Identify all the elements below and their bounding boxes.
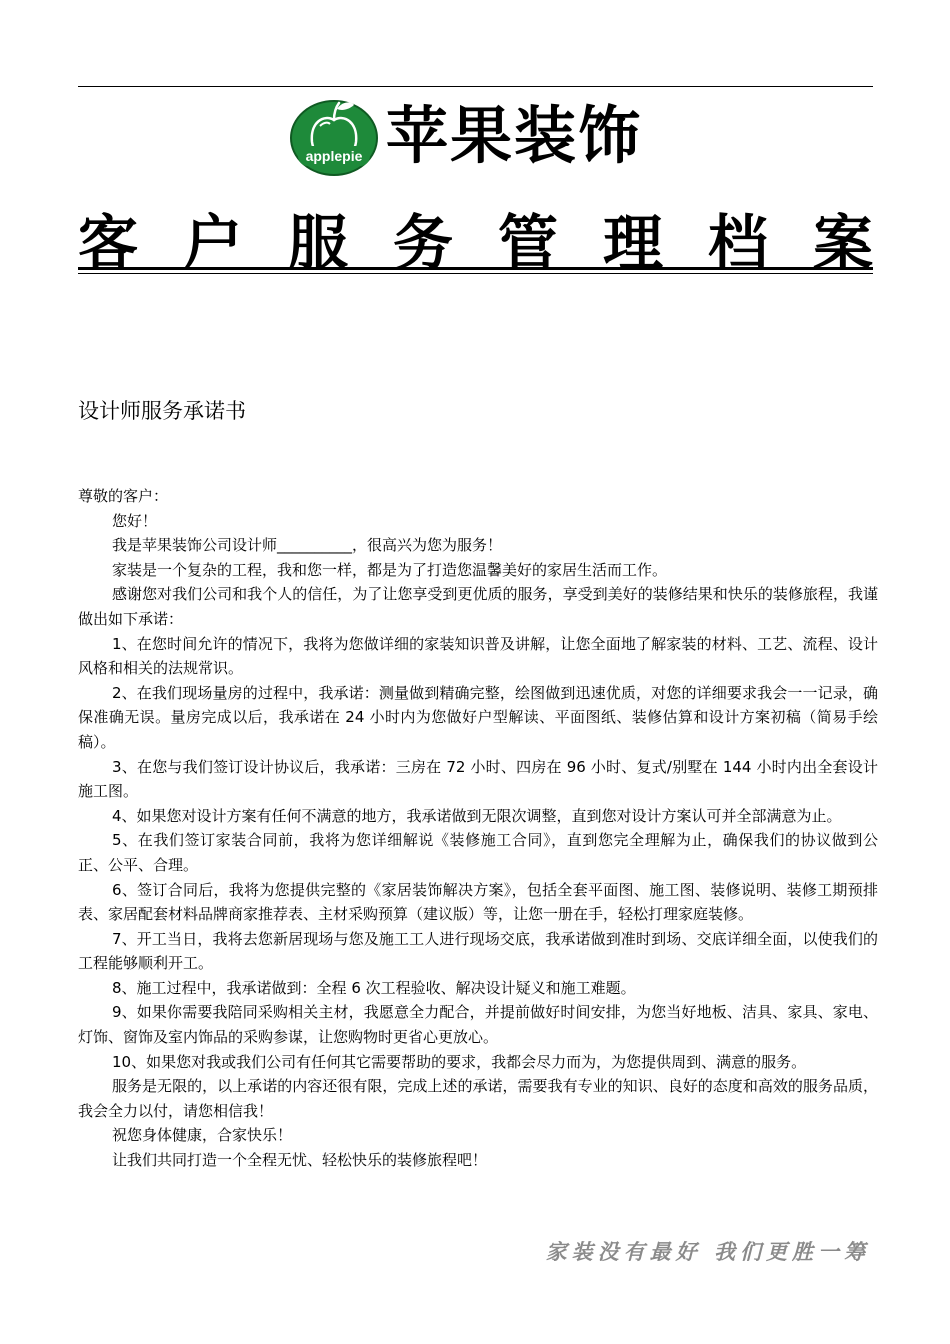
brand-name: 苹果装饰 (386, 99, 643, 172)
paragraph: 祝您身体健康，合家快乐！ (112, 1126, 293, 1145)
paragraph: 服务是无限的，以上承诺的内容还很有限，完成上述的承诺，需要我有专业的知识、良好的态度和高效的服务品质，我会全力以付，请您相信我！ (78, 1077, 878, 1120)
paragraph: 4、如果您对设计方案有任何不满意的地方，我承诺做到无限次调整，直到您对设计方案认可并全部满意为止。 (112, 806, 842, 825)
paragraph: 2、在我们现场量房的过程中，我承诺：测量做到精确完整，绘图做到迅速优质，对您的详细要求我会一一记录，确保准确无误。量房完成以后，我承诺在 24 小时内为您做好户型解读、平面图纸、装修估算和设计方案初稿（简易手绘稿）。 (78, 683, 878, 751)
title-char: 理 (603, 209, 663, 279)
paragraph: 感谢您对我们公司和我个人的信任，为了让您享受到更优质的服务，享受到美好的装修结果和快乐的装修旅程，我谨做出如下承诺： (78, 585, 878, 628)
paragraph: 6、签订合同后，我将为您提供完整的《家居装饰解决方案》，包括全套平面图、施工图、装修说明、装修工期预排表、家居配套材料品牌商家推荐表、主材采购预算（建议版）等，让您一册在手，轻松打理家庭装修。 (78, 880, 878, 924)
title-char: 案 (813, 209, 873, 279)
paragraph: 1、在您时间允许的情况下，我将为您做详细的家装知识普及讲解，让您全面地了解家装的材料、工艺、流程、设计风格和相关的法规常识。 (78, 634, 878, 678)
paragraph: 5、在我们签订家装合同前，我将为您详细解说《装修施工合同》，直到您完全理解为止，确保我们的协议做到公正、公平、合理。 (78, 831, 878, 874)
paragraph: 9、如果你需要我陪同采购相关主材，我愿意全力配合，并提前做好时间安排，为您当好地板、洁具、家具、家电、灯饰、窗饰及室内饰品的采购参谋，让您购物时更省心更放心。 (78, 1003, 878, 1047)
paragraph: 家装是一个复杂的工程，我和您一样，都是为了打造您温馨美好的家居生活而工作。 (112, 560, 668, 579)
paragraph: 3、在您与我们签订设计协议后，我承诺：三房在 72 小时、四房在 96 小时、复式/别墅在 144 小时内出全套设计施工图。 (78, 757, 878, 801)
title-char: 管 (498, 209, 558, 279)
title-char: 户 (183, 209, 243, 279)
paragraph: 我是苹果装饰公司设计师__________，很高兴为您为服务！ (112, 536, 503, 555)
paragraph: 10、如果您对我或我们公司有任何其它需要帮助的要求，我都会尽力而为，为您提供周到、满意的服务。 (112, 1052, 807, 1071)
footer-slogan: 家装没有最好 我们更胜一筹 (545, 1239, 870, 1264)
title-underline-thick (78, 267, 873, 270)
logo-badge-text: applepie (305, 148, 363, 164)
document-heading: 设计师服务承诺书 (78, 399, 246, 423)
title-char: 档 (708, 209, 768, 279)
apple-logo-icon (290, 96, 378, 176)
paragraph: 您好！ (112, 511, 158, 530)
title-char: 客 (78, 209, 138, 279)
document-body (78, 484, 878, 1173)
title-underline-thin (78, 273, 873, 274)
brand-header (290, 96, 662, 176)
title-char: 服 (288, 209, 348, 279)
paragraph: 7、开工当日，我将去您新居现场与您及施工工人进行现场交底，我承诺做到准时到场、交底详细全面，以使我们的工程能够顺利开工。 (78, 929, 878, 973)
header-rule (78, 86, 873, 87)
title-char: 务 (393, 209, 453, 279)
salutation: 尊敬的客户： (78, 487, 169, 505)
paragraph: 8、施工过程中，我承诺做到：全程 6 次工程验收、解决设计疑义和施工难题。 (112, 978, 636, 997)
paragraph: 让我们共同打造一个全程无忧、轻松快乐的装修旅程吧！ (112, 1151, 488, 1170)
